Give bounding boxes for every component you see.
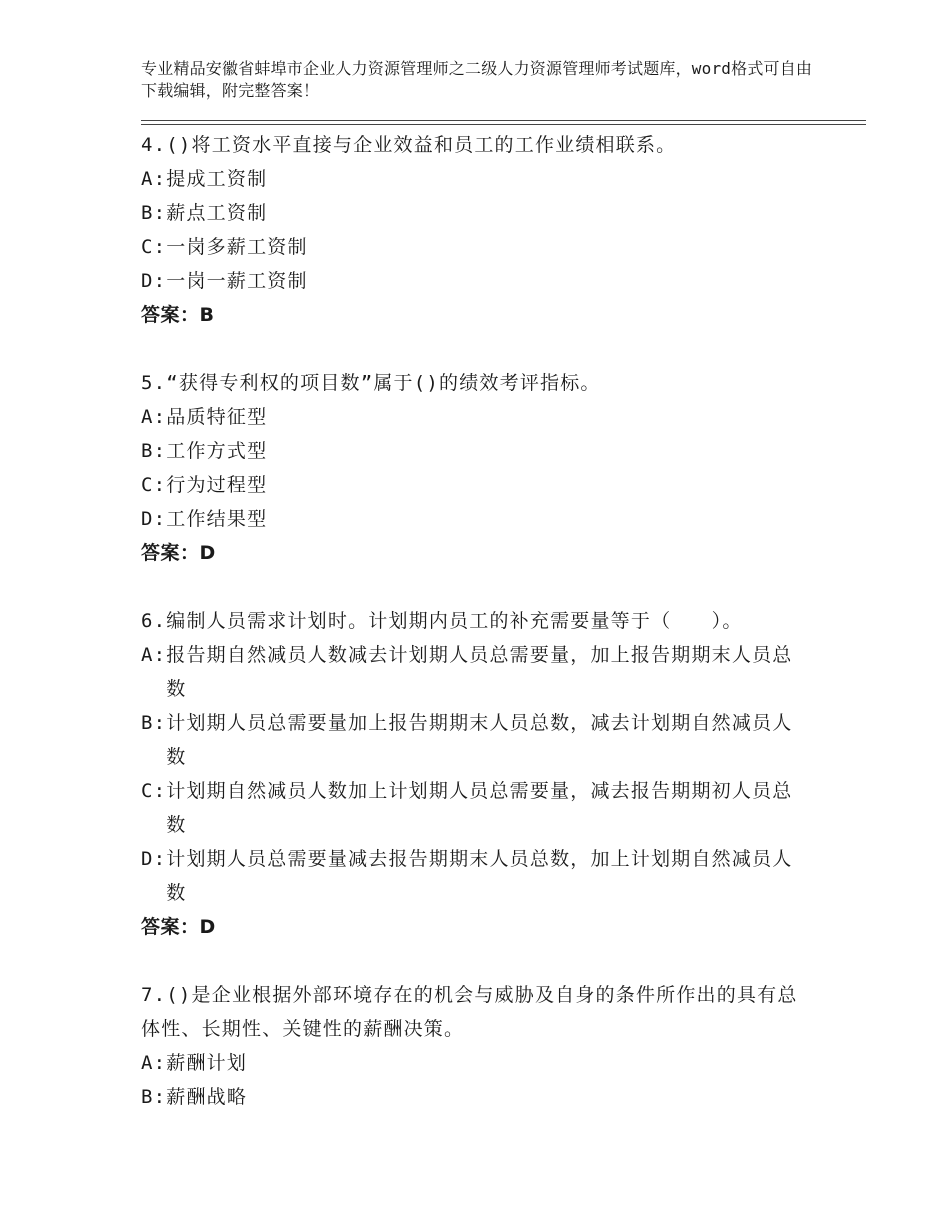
option-c [141, 230, 811, 264]
option-c [141, 468, 811, 502]
question-stem: 6.编制人员需求计划时。计划期内员工的补充需要量等于（ ）。 [141, 610, 743, 632]
option-key: D: [141, 270, 167, 292]
option-d [141, 264, 811, 298]
option-text: 薪酬战略 [166, 1086, 248, 1108]
option-key: C: [141, 474, 167, 496]
question-7 [141, 978, 811, 1114]
option-key: A: [141, 168, 167, 190]
option-key: C: [141, 236, 167, 258]
option-text: 计划期人员总需要量加上报告期期末人员总数，减去计划期自然减员人数 [166, 712, 793, 768]
option-key: D: [141, 848, 167, 870]
option-d [141, 502, 811, 536]
option-key: B: [141, 1086, 167, 1108]
option-text: 计划期人员总需要量减去报告期期末人员总数，加上计划期自然减员人数 [166, 848, 793, 904]
option-key: B: [141, 440, 167, 462]
option-b [141, 196, 811, 230]
option-text: 工作结果型 [166, 508, 268, 530]
question-stem: 5.“获得专利权的项目数”属于()的绩效考评指标。 [141, 372, 601, 394]
question-6 [141, 604, 811, 944]
option-c [141, 774, 811, 842]
answer-label: 答案：D [141, 542, 216, 564]
option-a [141, 162, 811, 196]
option-key: D: [141, 508, 167, 530]
option-text: 报告期自然减员人数减去计划期人员总需要量，加上报告期期末人员总数 [166, 644, 793, 700]
option-key: A: [141, 1052, 167, 1074]
option-a [141, 1046, 811, 1080]
option-key: A: [141, 406, 167, 428]
header-divider-bottom [141, 124, 866, 125]
question-4 [141, 128, 811, 332]
question-list [141, 128, 811, 1114]
question-stem: 7.()是企业根据外部环境存在的机会与威胁及自身的条件所作出的具有总体性、长期性、关键性的薪酬决策。 [141, 984, 798, 1040]
option-text: 一岗多薪工资制 [166, 236, 308, 258]
option-text: 一岗一薪工资制 [166, 270, 308, 292]
option-a [141, 400, 811, 434]
answer-label: 答案：B [141, 304, 215, 326]
question-5 [141, 366, 811, 570]
option-key: B: [141, 202, 167, 224]
option-d [141, 842, 811, 910]
option-text: 薪点工资制 [166, 202, 268, 224]
option-a [141, 638, 811, 706]
header-divider-top [141, 120, 866, 121]
option-text: 计划期自然减员人数加上计划期人员总需要量，减去报告期期初人员总数 [166, 780, 793, 836]
option-b [141, 434, 811, 468]
option-b [141, 1080, 811, 1114]
option-key: B: [141, 712, 167, 734]
option-text: 品质特征型 [166, 406, 268, 428]
option-key: C: [141, 780, 167, 802]
option-b [141, 706, 811, 774]
option-text: 行为过程型 [166, 474, 268, 496]
document-header: 专业精品安徽省蚌埠市企业人力资源管理师之二级人力资源管理师考试题库，word格式可自由下载编辑，附完整答案！ [141, 59, 813, 100]
option-text: 工作方式型 [166, 440, 268, 462]
question-stem: 4.()将工资水平直接与企业效益和员工的工作业绩相联系。 [141, 134, 677, 156]
answer-label: 答案：D [141, 916, 216, 938]
option-key: A: [141, 644, 167, 666]
option-text: 薪酬计划 [166, 1052, 248, 1074]
option-text: 提成工资制 [166, 168, 268, 190]
